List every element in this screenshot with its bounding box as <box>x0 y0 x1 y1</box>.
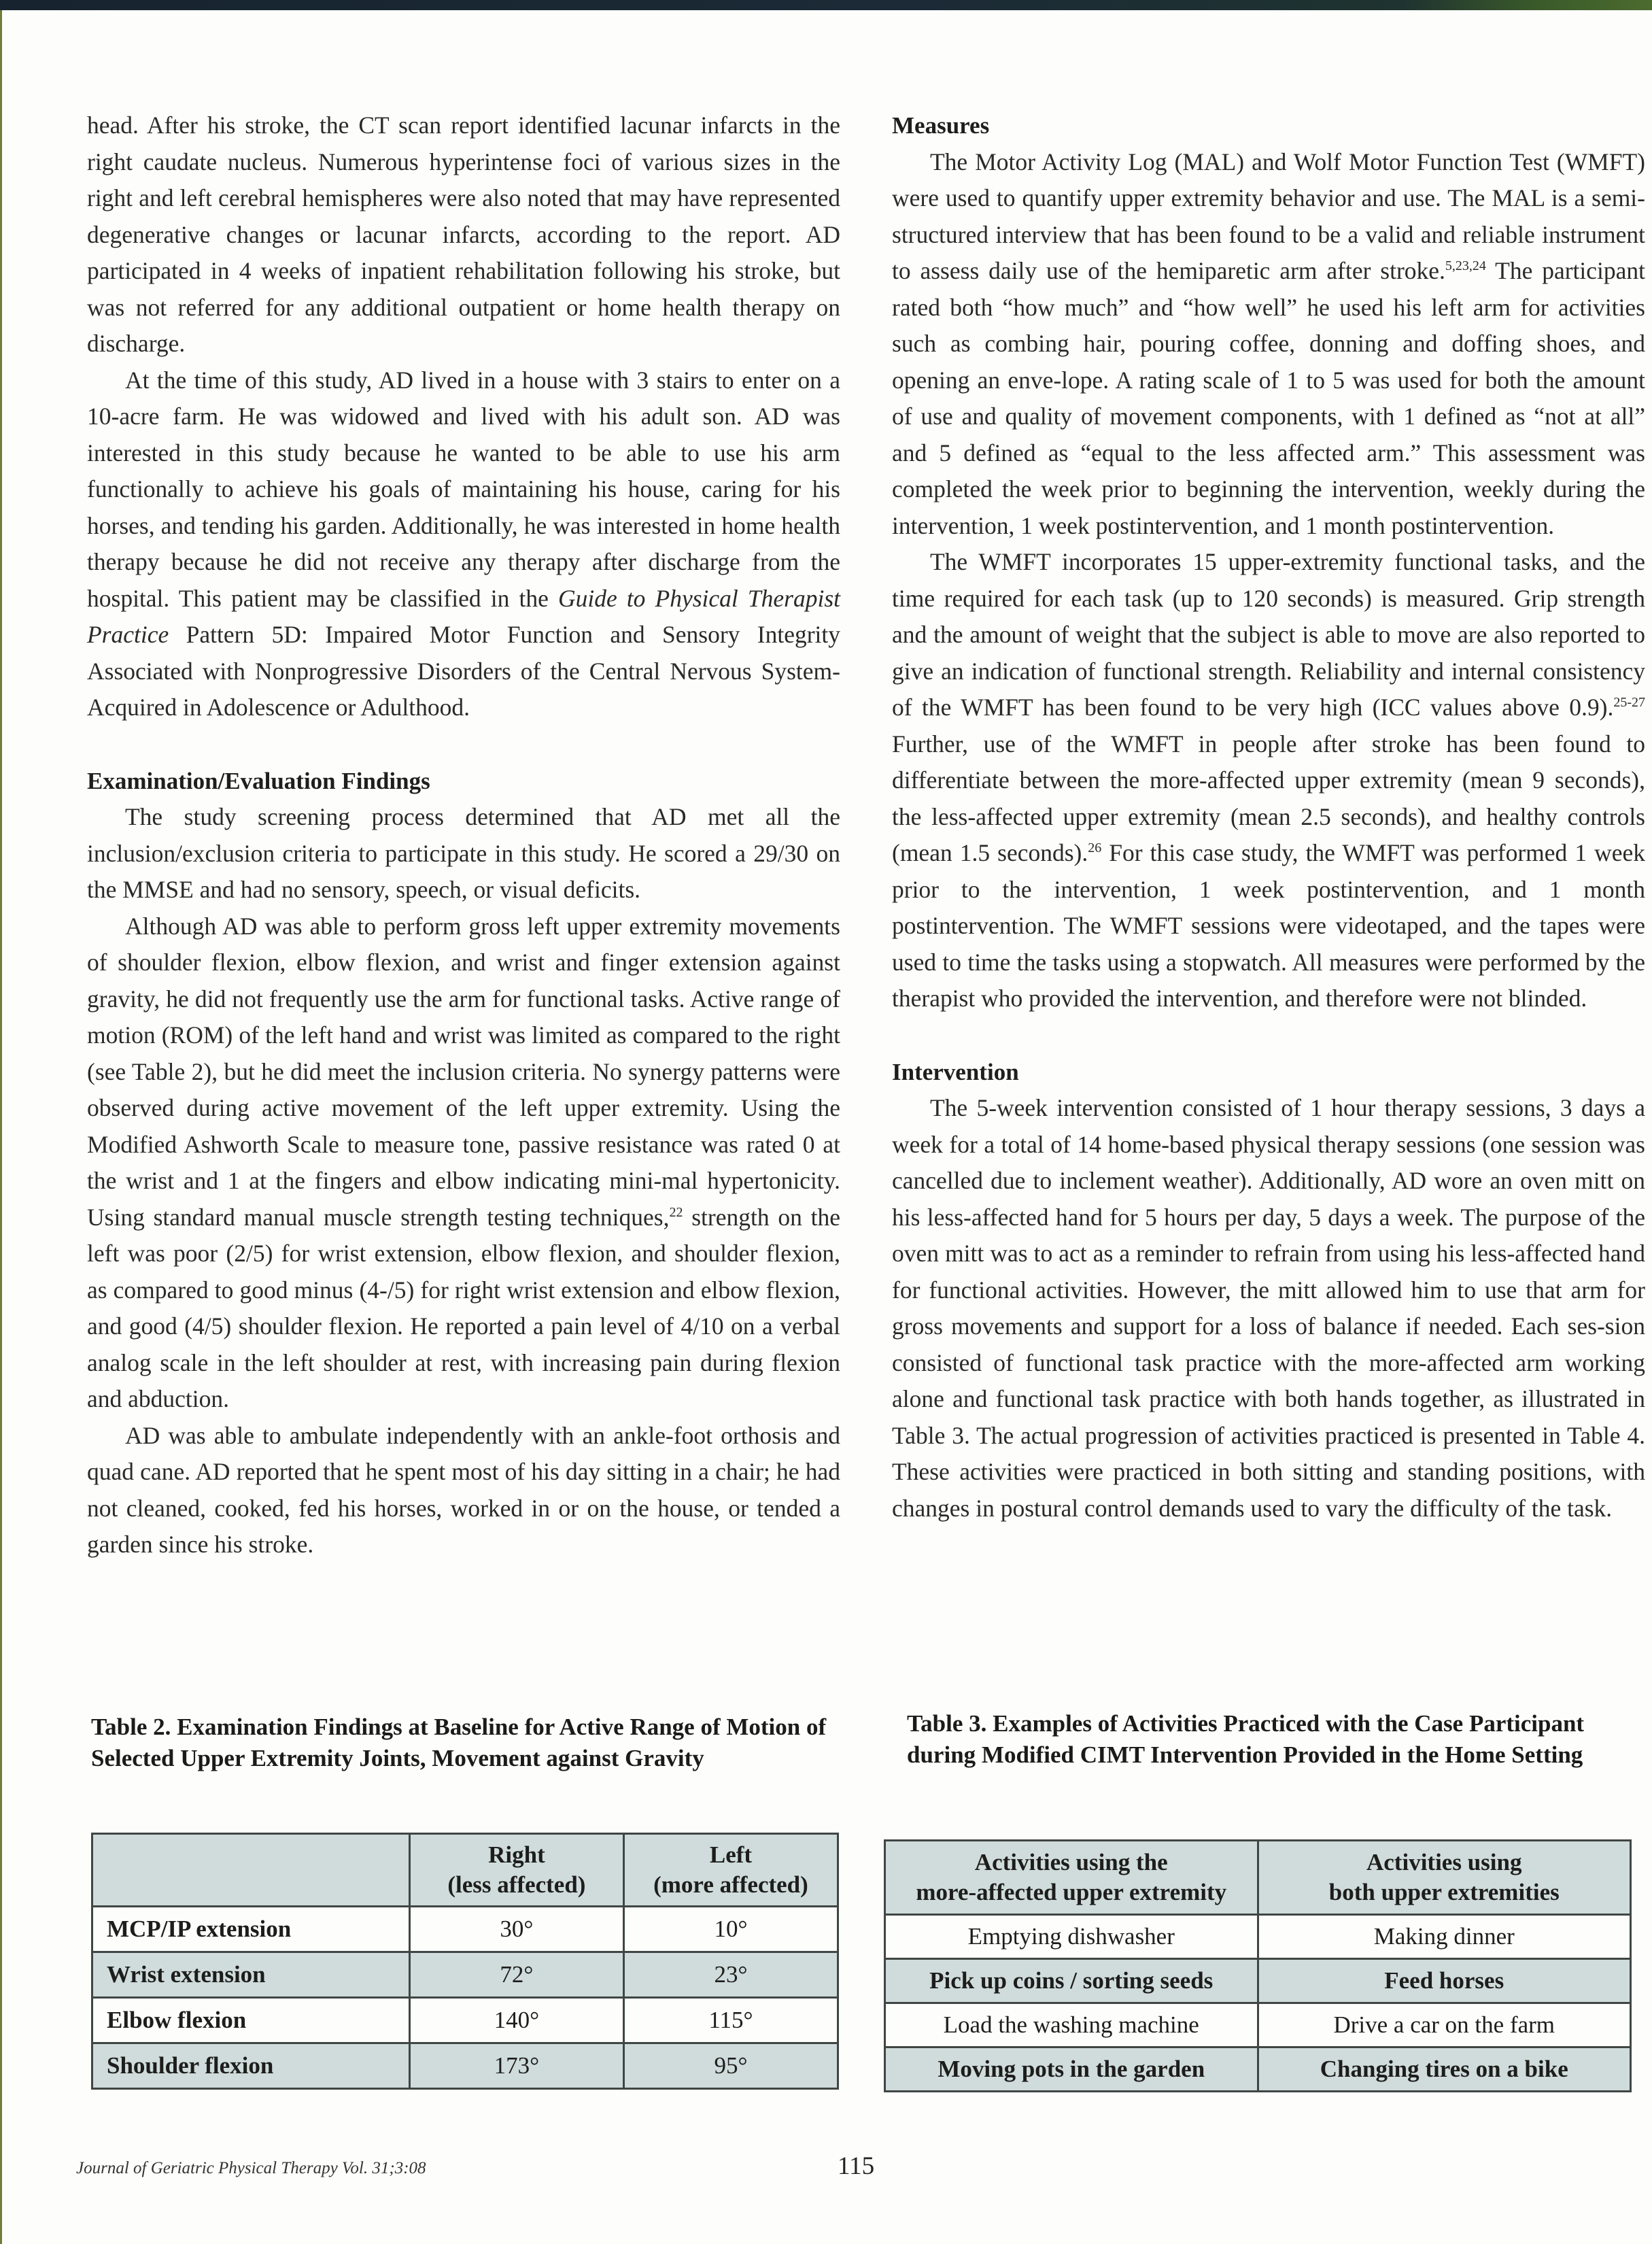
page-number: 115 <box>838 2152 875 2180</box>
paragraph-case-history: head. After his stroke, the CT scan report identified lacunar infarcts in the right caudate nucleus. Numerous hyperintense foci of various sizes in the right and left cerebral hemispheres were also noted that may have represented degenerative changes or lacunar infarcts, according to the report. AD participated in 4 weeks of inpatient rehabilitation following his stroke, but was not referred for any additional outpatient or home health therapy on discharge. <box>87 112 840 357</box>
scan-top-edge-band <box>0 0 1652 10</box>
paragraph-screening: The study screening process determined that AD met all the inclusion/exclusion criteria to participate in this study. He scored a 29/30 on the MMSE and had no sensory, speech, or visual deficits. <box>87 803 840 903</box>
section-heading-examination: Examination/Evaluation Findings <box>87 767 430 794</box>
paragraph-wmft: The WMFT incorporates 15 upper-extremity functional tasks, and the time required for each task (up to 120 seconds) is measured. Grip strength and the amount of weight that the subject is able to move are also reported to give an indication of functional strength. Reliability and internal consistency of the WMFT has been found to be very high (ICC values above 0.9).$^{25-27}$ Further, use of the WMFT in people after stroke has been found to differentiate between the more-affected upper extremity (mean 9 seconds), the less-affected upper extremity (mean 2.5 seconds), and healthy controls (mean 1.5 seconds).$^{26}$ For this case study, the WMFT was performed 1 week prior to the intervention, 1 week postintervention, and 1 month postintervention. The WMFT sessions were videotaped, and the tapes were used to time the tasks using a stopwatch. All measures were performed by the therapist who provided the intervention, and therefore were not blinded. <box>892 548 1645 1012</box>
section-heading-measures: Measures <box>892 112 990 139</box>
table2-rom-findings <box>91 1833 839 2090</box>
paragraph-ambulation: AD was able to ambulate independently with an ankle-foot orthosis and quad cane. AD reported that he spent most of his day sitting in a chair; he had not cleaned, cooked, fed his horses, worked in or on the house, or tended a garden since his stroke. <box>87 1421 840 1558</box>
table-row: Pick up coins / sorting seeds Feed horses <box>885 1959 1631 2003</box>
table2-caption: Table 2. Examination Findings at Baseline for Active Range of Motion of Selected Upper Extremity Joints, Movement against Gravity <box>91 1714 827 1771</box>
right-column <box>892 107 1645 1527</box>
table3-caption: Table 3. Examples of Activities Practiced with the Case Participant during Modified CIMT Intervention Provided in the Home Setting <box>907 1710 1585 1768</box>
citation-superscript: 26 <box>1088 840 1102 856</box>
table-row: Moving pots in the garden Changing tires on a bike <box>885 2047 1631 2092</box>
table2-header-right: Right (less affected) <box>409 1834 623 1907</box>
paragraph-intervention: The 5-week intervention consisted of 1 hour therapy sessions, 3 days a week for a total of 14 home-based physical therapy sessions (one session was cancelled due to inclement weather). Additionally, AD wore an oven mitt on his less-affected hand for 5 hours per day, 5 days a week. The purpose of the oven mitt was to act as a reminder to refrain from using his less-affected hand for functional activities. However, the mitt allowed him to use that arm for gross movements and support for a loss of balance if needed. Each ses-sion consisted of functional task practice with the more-affected arm working alone and functional task practice with both hands together, as illustrated in Table 3. The actual progression of activities practiced is presented in Table 4. These activities were practiced in both sitting and standing positions, with changes in postural control demands used to vary the difficulty of the task. <box>892 1094 1645 1522</box>
table3-header-more-affected: Activities using the more-affected upper extremity <box>885 1841 1258 1915</box>
footer-journal-citation: Journal of Geriatric Physical Therapy Vol. 31;3:08 <box>76 2159 426 2177</box>
table2-header-empty <box>92 1834 410 1907</box>
table-row: MCP/IP extension 30° 10° <box>92 1907 838 1952</box>
left-column <box>87 107 840 1563</box>
table3-header-both: Activities using both upper extremities <box>1258 1841 1631 1915</box>
table-row: Emptying dishwasher Making dinner <box>885 1915 1631 1959</box>
citation-superscript: 5,23,24 <box>1445 258 1486 274</box>
table2-header-left: Left (more affected) <box>623 1834 838 1907</box>
table-row: Elbow flexion 140° 115° <box>92 1998 838 2043</box>
table3-activities <box>884 1839 1632 2092</box>
table-row: Shoulder flexion 173° 95° <box>92 2043 838 2089</box>
scan-left-edge <box>0 10 2 2244</box>
paragraph-mal: The Motor Activity Log (MAL) and Wolf Motor Function Test (WMFT) were used to quantify upper extremity behavior and use. The MAL is a semi-structured interview that has been found to be a valid and reliable instrument to assess daily use of the hemiparetic arm after stroke.$^{5,23,24}$ The participant rated both “how much” and “how well” he used his left arm for activities such as combing hair, pouring coffee, donning and doffing shoes, and opening an enve-lope. A rating scale of 1 to 5 was used for both the amount of use and quality of movement components, with 1 defined as “not at all” and 5 defined as “equal to the less affected arm.” This assessment was completed the week prior to beginning the intervention, weekly during the intervention, 1 week postintervention, and 1 month postintervention. <box>892 148 1645 539</box>
section-heading-intervention: Intervention <box>892 1058 1019 1085</box>
table-row: Load the washing machine Drive a car on the farm <box>885 2003 1631 2047</box>
guide-title-italic: Guide to Physical Therapist Practice <box>87 584 841 648</box>
table-row: Wrist extension 72° 23° <box>92 1952 838 1998</box>
paragraph-living-situation: At the time of this study, AD lived in a house with 3 stairs to enter on a 10-acre farm. He was widowed and lived with his adult son. AD was interested in this study because he wanted to be able to use his arm functionally to achieve his goals of maintaining his house, caring for his horses, and tending his garden. Additionally, he was interested in home health therapy because he did not receive any therapy after discharge from the hospital. This patient may be classified in the Guide to Physical Therapist Practice Pattern 5D: Impaired Motor Function and Sensory Integrity Associated with Nonprogressive Disorders of the Central Nervous System-Acquired in Adolescence or Adulthood. <box>87 366 841 721</box>
citation-superscript: 25-27 <box>1613 695 1645 711</box>
citation-superscript: 22 <box>669 1204 683 1220</box>
paragraph-rom-strength: Although AD was able to perform gross left upper extremity movements of shoulder flexion, elbow flexion, and wrist and finger extension against gravity, he did not frequently use the arm for functional tasks. Active range of motion (ROM) of the left hand and wrist was limited as compared to the right (see Table 2), but he did meet the inclusion criteria. No synergy patterns were observed during active movement of the left upper extremity. Using the Modified Ashworth Scale to measure tone, passive resistance was rated 0 at the wrist and 1 at the fingers and elbow indicating mini-mal hypertonicity. Using standard manual muscle strength testing techniques,$^{22}$ strength on the left was poor (2/5) for wrist extension, elbow flexion, and shoulder flexion, as compared to good minus (4-/5) for right wrist extension and elbow flexion, and good (4/5) shoulder flexion. He reported a pain level of 4/10 on a verbal analog scale in the left shoulder at rest, with increasing pain during flexion and abduction. <box>87 912 840 1412</box>
